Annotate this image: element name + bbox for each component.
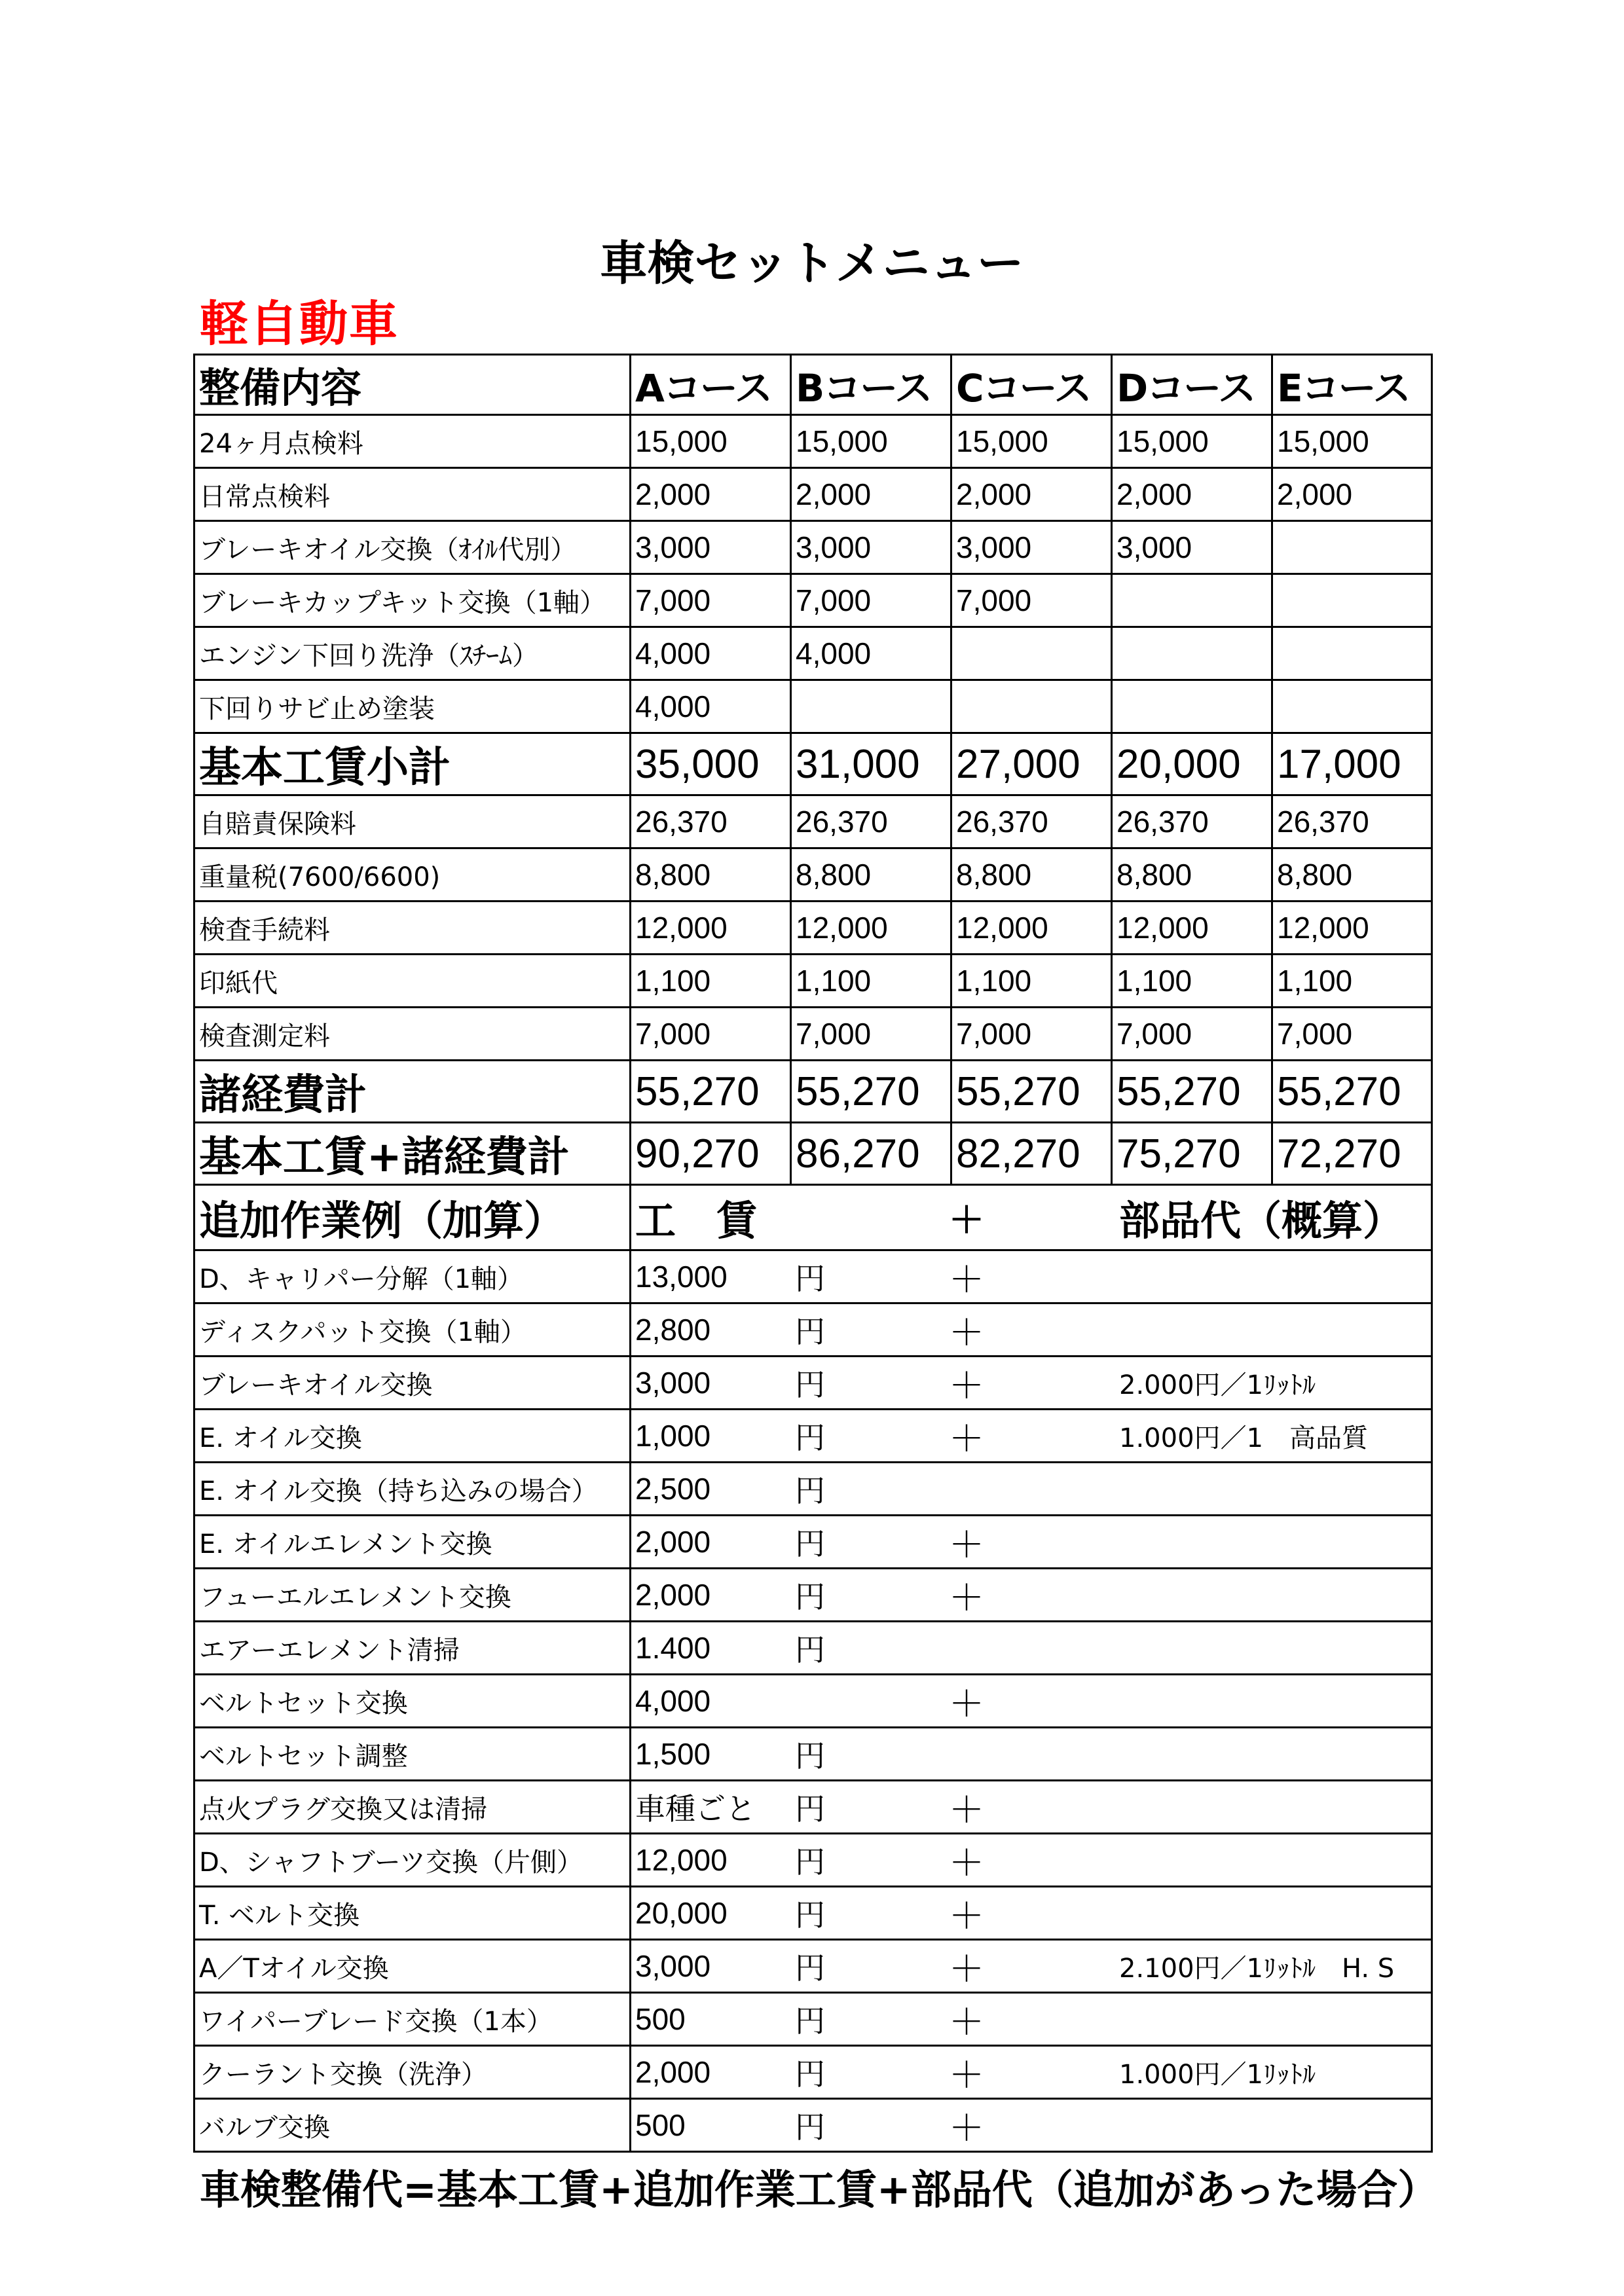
plus-sign: ＋ (949, 1842, 984, 1884)
table-row (194, 955, 1432, 1008)
table-row (194, 1061, 1432, 1123)
table-row (194, 415, 1432, 468)
additional-detail-cell (631, 1675, 1432, 1728)
row-value: 12,000 (631, 902, 791, 955)
wage-value: 2,500 (635, 1472, 711, 1506)
additional-label: バルブ交換 (194, 2099, 631, 2152)
row-label: 基本工賃+諸経費計 (194, 1123, 631, 1185)
row-value: 75,270 (1112, 1123, 1272, 1185)
additional-label: フューエルエレメント交換 (194, 1569, 631, 1622)
row-value (791, 680, 951, 733)
wage-value: 4,000 (635, 1684, 711, 1718)
plus-sign: ＋ (949, 1311, 984, 1353)
table-row (194, 521, 1432, 574)
row-value: 12,000 (1112, 902, 1272, 955)
row-label: 日常点検料 (194, 468, 631, 521)
row-value: 2,000 (1272, 468, 1432, 521)
formula-note: 車検整備代=基本工賃+追加作業工賃+部品代（追加があった場合） (200, 2166, 1439, 2214)
parts-cost: 2.100円／1ﾘｯﾄﾙ H. S (1119, 1953, 1395, 1984)
row-value: 7,000 (791, 1008, 951, 1061)
additional-detail-cell (631, 2046, 1432, 2099)
parts-cost: 1.000円／1 高品質 (1119, 1423, 1368, 1453)
additional-row (194, 1993, 1432, 2046)
row-value: 12,000 (951, 902, 1112, 955)
row-label: 重量税(7600/6600) (194, 848, 631, 902)
additional-row (194, 1250, 1432, 1303)
additional-detail-cell (631, 1463, 1432, 1516)
row-value: 26,370 (1112, 795, 1272, 848)
row-label: 検査手続料 (194, 902, 631, 955)
row-value (1272, 521, 1432, 574)
header-item-column: 整備内容 (194, 355, 631, 415)
header-course-a: Aコース (631, 355, 791, 415)
plus-sign: ＋ (949, 2054, 984, 2096)
additional-detail-cell (631, 1781, 1432, 1834)
yen-unit: 円 (795, 1897, 825, 1933)
row-value (951, 680, 1112, 733)
wage-value: 500 (635, 2108, 686, 2142)
row-value: 26,370 (791, 795, 951, 848)
row-value: 55,270 (1272, 1061, 1432, 1123)
yen-unit: 円 (795, 1950, 825, 1986)
row-value: 3,000 (951, 521, 1112, 574)
yen-unit: 円 (795, 1844, 825, 1880)
row-value (1272, 680, 1432, 733)
row-value: 26,370 (631, 795, 791, 848)
plus-sign: ＋ (949, 1789, 984, 1831)
row-value: 4,000 (631, 627, 791, 680)
parts-cost: 2.000円／1ﾘｯﾄﾙ (1119, 1370, 1316, 1400)
row-value: 31,000 (791, 733, 951, 795)
additional-detail-cell (631, 1887, 1432, 1940)
additional-row (194, 1728, 1432, 1781)
additional-row (194, 1303, 1432, 1357)
additional-row (194, 1569, 1432, 1622)
row-value: 72,270 (1272, 1123, 1432, 1185)
row-label: ブレーキオイル交換（ｵｲﾙ代別） (194, 521, 631, 574)
table-row (194, 902, 1432, 955)
plus-sign: ＋ (949, 1895, 984, 1937)
row-value: 55,270 (631, 1061, 791, 1123)
additional-row (194, 1410, 1432, 1463)
header-course-e: Eコース (1272, 355, 1432, 415)
additional-label: T. ベルト交換 (194, 1887, 631, 1940)
row-value: 2,000 (791, 468, 951, 521)
yen-unit: 円 (795, 1473, 825, 1508)
row-value: 27,000 (951, 733, 1112, 795)
row-label: 下回りサビ止め塗装 (194, 680, 631, 733)
row-value: 7,000 (631, 1008, 791, 1061)
row-value: 82,270 (951, 1123, 1112, 1185)
additional-row (194, 1622, 1432, 1675)
additional-detail-cell (631, 1622, 1432, 1675)
yen-unit: 円 (795, 1420, 825, 1455)
row-label: 基本工賃小計 (194, 733, 631, 795)
row-value (1272, 574, 1432, 627)
additional-label: E. オイルエレメント交換 (194, 1516, 631, 1569)
row-value: 7,000 (1272, 1008, 1432, 1061)
row-value: 3,000 (631, 521, 791, 574)
row-value: 1,100 (1112, 955, 1272, 1008)
row-value: 8,800 (1272, 848, 1432, 902)
additional-label: エアーエレメント清掃 (194, 1622, 631, 1675)
row-value (1112, 574, 1272, 627)
wage-header: 工 賃 (635, 1197, 758, 1245)
row-label: エンジン下回り洗浄（ｽﾁｰﾑ） (194, 627, 631, 680)
additional-detail-cell (631, 2099, 1432, 2152)
additional-header-label: 追加作業例（加算） (194, 1185, 631, 1250)
row-value (951, 627, 1112, 680)
plus-sign: ＋ (949, 2107, 984, 2149)
row-value: 7,000 (631, 574, 791, 627)
row-value: 4,000 (631, 680, 791, 733)
row-value (1112, 627, 1272, 680)
plus-sign: ＋ (949, 1683, 984, 1724)
row-label: 検査測定料 (194, 1008, 631, 1061)
table-row (194, 680, 1432, 733)
table-header-row (194, 355, 1432, 415)
row-value: 90,270 (631, 1123, 791, 1185)
row-value: 2,000 (631, 468, 791, 521)
yen-unit: 円 (795, 1526, 825, 1561)
row-value: 1,100 (1272, 955, 1432, 1008)
plus-sign: ＋ (949, 1948, 984, 1990)
yen-unit: 円 (795, 1579, 825, 1614)
wage-value: 1,000 (635, 1419, 711, 1453)
additional-header-row (194, 1185, 1432, 1250)
yen-unit: 円 (795, 2003, 825, 2039)
wage-value: 2,000 (635, 2055, 711, 2089)
row-value: 1,100 (791, 955, 951, 1008)
additional-row (194, 1463, 1432, 1516)
row-value: 26,370 (1272, 795, 1432, 848)
section-label: 軽自動車 (200, 296, 399, 352)
document-title: 車検セットメニュー (600, 236, 1024, 291)
row-value: 26,370 (951, 795, 1112, 848)
row-value: 55,270 (1112, 1061, 1272, 1123)
row-value: 3,000 (791, 521, 951, 574)
wage-value: 3,000 (635, 1366, 711, 1400)
additional-detail-cell (631, 1834, 1432, 1887)
additional-row (194, 1781, 1432, 1834)
wage-value: 12,000 (635, 1843, 728, 1877)
wage-value: 2,000 (635, 1578, 711, 1612)
wage-value: 500 (635, 2002, 686, 2036)
row-label: 諸経費計 (194, 1061, 631, 1123)
parts-cost: 1.000円／1ﾘｯﾄﾙ (1119, 2059, 1316, 2090)
wage-value: 1,500 (635, 1737, 711, 1771)
additional-label: E. オイル交換 (194, 1410, 631, 1463)
parts-header: 部品代（概算） (1119, 1197, 1404, 1245)
plus-sign: ＋ (949, 1258, 984, 1300)
additional-row (194, 1675, 1432, 1728)
plus-sign: ＋ (949, 1576, 984, 1618)
additional-detail-cell (631, 1357, 1432, 1410)
row-value: 86,270 (791, 1123, 951, 1185)
row-value: 15,000 (1272, 415, 1432, 468)
additional-header-cell (631, 1185, 1432, 1250)
additional-detail-cell (631, 1303, 1432, 1357)
row-label: 24ヶ月点検料 (194, 415, 631, 468)
additional-detail-cell (631, 1940, 1432, 1993)
additional-row (194, 1834, 1432, 1887)
table-row (194, 468, 1432, 521)
header-course-d: Dコース (1112, 355, 1272, 415)
yen-unit: 円 (795, 2109, 825, 2145)
additional-label: D、シャフトブーツ交換（片側） (194, 1834, 631, 1887)
additional-label: 点火プラグ交換又は清掃 (194, 1781, 631, 1834)
additional-label: ブレーキオイル交換 (194, 1357, 631, 1410)
row-value: 8,800 (791, 848, 951, 902)
additional-detail-cell (631, 1569, 1432, 1622)
table-row (194, 574, 1432, 627)
row-value: 20,000 (1112, 733, 1272, 795)
additional-row (194, 2099, 1432, 2152)
wage-value: 車種ごと (635, 1792, 756, 1826)
row-label: 印紙代 (194, 955, 631, 1008)
row-value: 12,000 (791, 902, 951, 955)
wage-value: 3,000 (635, 1949, 711, 1983)
additional-row (194, 2046, 1432, 2099)
additional-row (194, 1940, 1432, 1993)
yen-unit: 円 (795, 1791, 825, 1827)
row-value: 15,000 (791, 415, 951, 468)
additional-detail-cell (631, 1250, 1432, 1303)
row-value: 55,270 (791, 1061, 951, 1123)
row-value: 12,000 (1272, 902, 1432, 955)
row-value: 4,000 (791, 627, 951, 680)
additional-label: ベルトセット調整 (194, 1728, 631, 1781)
row-value: 1,100 (631, 955, 791, 1008)
row-value: 8,800 (1112, 848, 1272, 902)
additional-label: クーラント交換（洗浄） (194, 2046, 631, 2099)
row-value: 2,000 (951, 468, 1112, 521)
table-row (194, 627, 1432, 680)
plus-sign: ＋ (949, 2001, 984, 2043)
wage-value: 1.400 (635, 1631, 711, 1665)
additional-label: D、キャリパー分解（1軸） (194, 1250, 631, 1303)
row-value (1272, 627, 1432, 680)
header-course-c: Cコース (951, 355, 1112, 415)
wage-value: 2,800 (635, 1313, 711, 1347)
yen-unit: 円 (795, 1314, 825, 1349)
plus-sign: ＋ (949, 1364, 984, 1406)
additional-detail-cell (631, 1728, 1432, 1781)
row-value: 15,000 (1112, 415, 1272, 468)
table-row (194, 795, 1432, 848)
row-value: 15,000 (951, 415, 1112, 468)
row-label: ブレーキカップキット交換（1軸） (194, 574, 631, 627)
row-value: 7,000 (951, 1008, 1112, 1061)
header-course-b: Bコース (791, 355, 951, 415)
row-value: 1,100 (951, 955, 1112, 1008)
row-value: 17,000 (1272, 733, 1432, 795)
additional-label: ベルトセット交換 (194, 1675, 631, 1728)
wage-value: 20,000 (635, 1896, 728, 1930)
plus-header: ＋ (949, 1199, 984, 1241)
table-row (194, 733, 1432, 795)
additional-row (194, 1516, 1432, 1569)
yen-unit: 円 (795, 2056, 825, 2092)
row-value: 55,270 (951, 1061, 1112, 1123)
row-label: 自賠責保険料 (194, 795, 631, 848)
row-value: 7,000 (1112, 1008, 1272, 1061)
additional-row (194, 1357, 1432, 1410)
additional-detail-cell (631, 1410, 1432, 1463)
row-value: 3,000 (1112, 521, 1272, 574)
additional-label: A／Tオイル交換 (194, 1940, 631, 1993)
plus-sign: ＋ (949, 1417, 984, 1459)
additional-label: E. オイル交換（持ち込みの場合） (194, 1463, 631, 1516)
row-value (1112, 680, 1272, 733)
additional-detail-cell (631, 1993, 1432, 2046)
row-value: 15,000 (631, 415, 791, 468)
additional-label: ワイパーブレード交換（1本） (194, 1993, 631, 2046)
yen-unit: 円 (795, 1738, 825, 1774)
wage-value: 13,000 (635, 1260, 728, 1294)
row-value: 7,000 (791, 574, 951, 627)
table-row (194, 848, 1432, 902)
table-row (194, 1123, 1432, 1185)
menu-table (193, 354, 1433, 2153)
row-value: 8,800 (951, 848, 1112, 902)
row-value: 35,000 (631, 733, 791, 795)
yen-unit: 円 (795, 1632, 825, 1667)
additional-row (194, 1887, 1432, 1940)
row-value: 7,000 (951, 574, 1112, 627)
wage-value: 2,000 (635, 1525, 711, 1559)
table-row (194, 1008, 1432, 1061)
plus-sign: ＋ (949, 1523, 984, 1565)
yen-unit: 円 (795, 1367, 825, 1402)
yen-unit: 円 (795, 1261, 825, 1296)
row-value: 2,000 (1112, 468, 1272, 521)
additional-detail-cell (631, 1516, 1432, 1569)
row-value: 8,800 (631, 848, 791, 902)
additional-label: ディスクパット交換（1軸） (194, 1303, 631, 1357)
